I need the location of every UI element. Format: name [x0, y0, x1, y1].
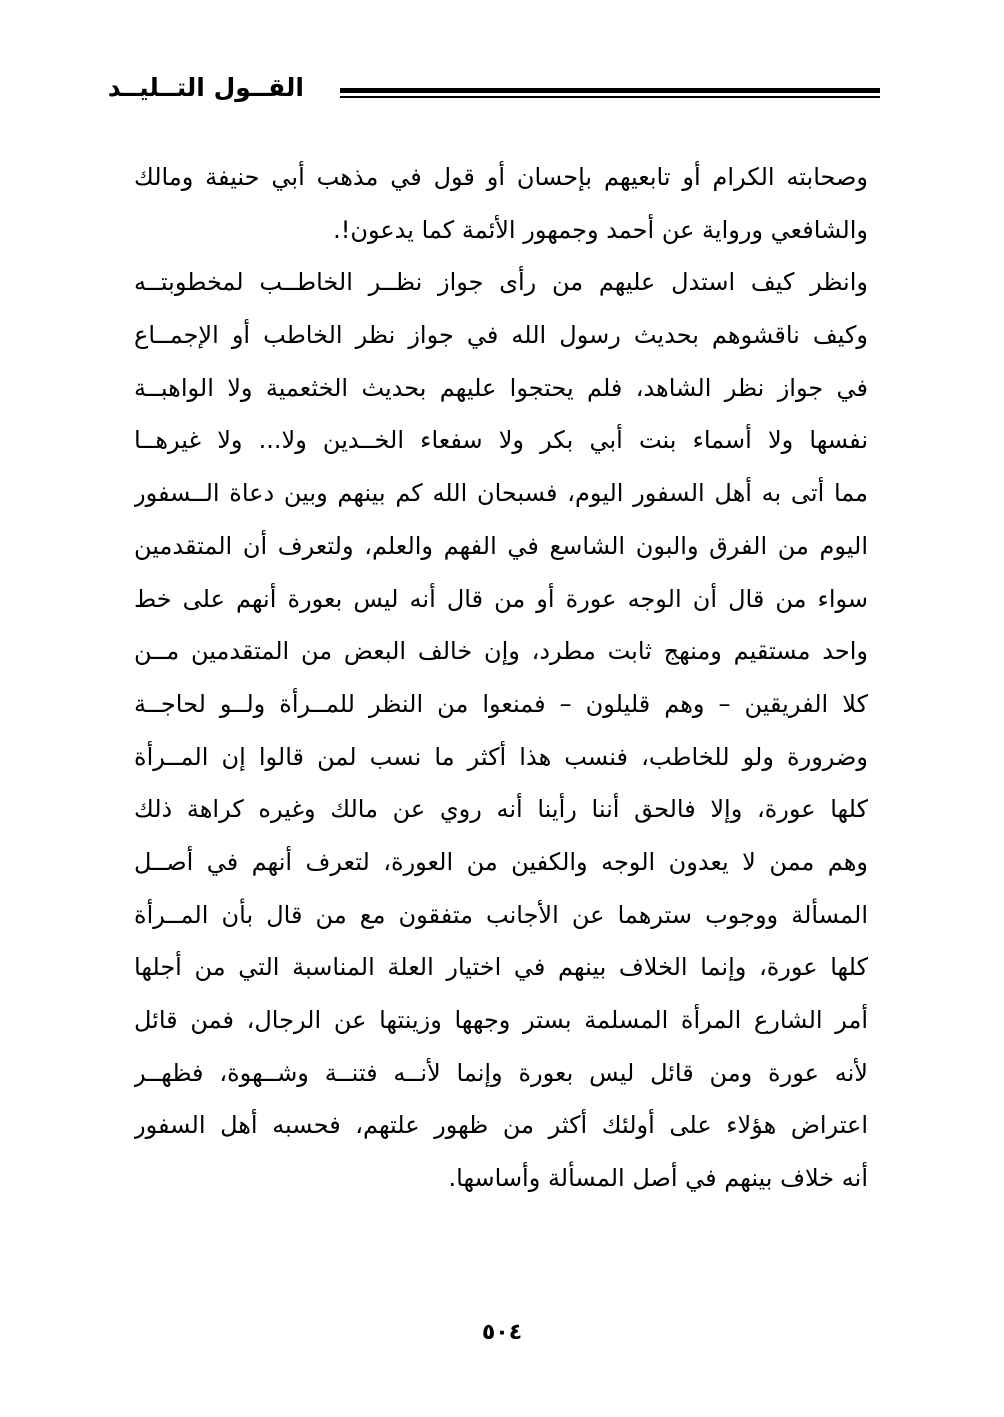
text-line: كلا الفريقين – وهم قليلون – فمنعوا من النظر للمــرأة ولــو لحاجــة — [134, 689, 868, 718]
text-line: كلها عورة، وإلا فالحق أننا رأينا أنه روي عن مالك وغيره كراهة ذلك — [134, 795, 868, 824]
text-line: اليوم من الفرق والبون الشاسع في الفهم والعلم، ولتعرف أن المتقدمين — [134, 531, 868, 560]
header-rule-thin — [340, 96, 880, 98]
text-line: والشافعي ورواية عن أحمد وجمهور الأئمة كما يدعون!. — [333, 215, 868, 244]
running-header-title: القــول التــليــد — [107, 73, 304, 102]
text-line: وكيف ناقشوهم بحديث رسول الله في جواز نظر الخاطب أو الإجمــاع — [134, 321, 868, 350]
text-line: اعتراض هؤلاء على أولئك أكثر من ظهور علتهم، فحسبه أهل السفور — [134, 1111, 868, 1140]
header-rule-thick — [340, 88, 880, 93]
text-line: أمر الشارع المرأة المسلمة بستر وجهها وزينتها عن الرجال، فمن قائل — [134, 1006, 868, 1034]
text-line: وضرورة ولو للخاطب، فنسب هذا أكثر ما نسب لمن قالوا إن المــرأة — [134, 742, 868, 771]
text-line: في جواز نظر الشاهد، فلم يحتجوا عليهم بحديث الخثعمية ولا الواهبــة — [134, 373, 868, 402]
text-line: وهم ممن لا يعدون الوجه والكفين من العورة، لتعرف أنهم في أصــل — [134, 847, 868, 876]
text-line: سواء من قال أن الوجه عورة أو من قال أنه ليس بعورة أنهم على خط — [134, 584, 868, 613]
text-line: نفسها ولا أسماء بنت أبي بكر ولا سفعاء الخــدين ولا... ولا غيرهــا — [134, 426, 868, 455]
text-line: أنه خلاف بينهم في أصل المسألة وأساسها. — [448, 1164, 868, 1193]
text-line: لأنه عورة ومن قائل ليس بعورة وإنما لأنــه فتنــة وشــهوة، فظهــر — [134, 1058, 868, 1087]
text-line: وانظر كيف استدل عليهم من رأى جواز نظــر الخاطــب لمخطوبتــه — [134, 268, 868, 297]
text-line: واحد مستقيم ومنهج ثابت مطرد، وإن خالف البعض من المتقدمين مــن — [134, 637, 868, 666]
text-line: المسألة ووجوب سترهما عن الأجانب متفقون مع من قال بأن المــرأة — [134, 900, 868, 929]
page-number: ٥٠٤ — [481, 1320, 523, 1345]
text-line: كلها عورة، وإنما الخلاف بينهم في اختيار العلة المناسبة التي من أجلها — [134, 953, 868, 982]
body-text — [134, 151, 868, 1205]
text-line: وصحابته الكرام أو تابعيهم بإحسان أو قول في مذهب أبي حنيفة ومالك — [134, 163, 868, 191]
text-line: مما أتى به أهل السفور اليوم، فسبحان الله كم بينهم وبين دعاة الــسفور — [134, 479, 868, 508]
